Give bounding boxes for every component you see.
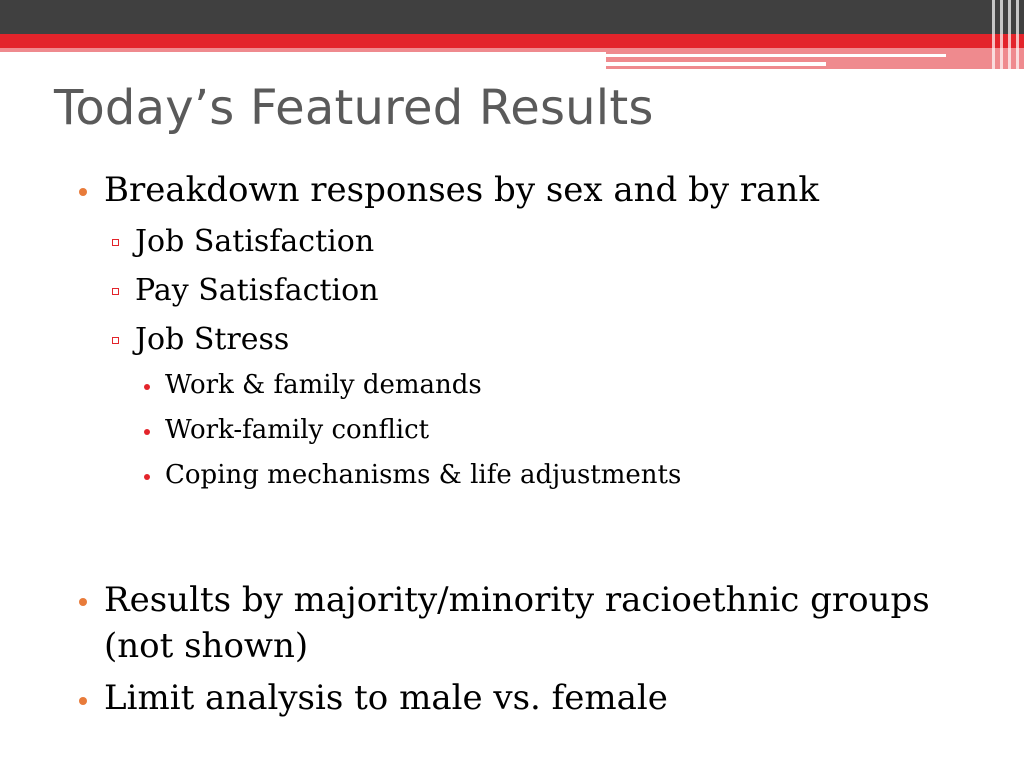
bullet-dot-icon <box>79 188 87 196</box>
bullet-item: Results by majority/minority racioethnic groups <box>104 580 930 620</box>
sub-sub-bullet-item: Work-family conflict <box>165 415 430 445</box>
bullet-dot-icon <box>79 697 87 705</box>
bullet-dot-icon <box>144 384 150 390</box>
bullet-square-icon <box>112 337 119 344</box>
slide-title: Today’s Featured Results <box>54 80 654 136</box>
bullet-square-icon <box>112 288 119 295</box>
bullet-square-icon <box>112 239 119 246</box>
bullet-item: Limit analysis to male vs. female <box>104 678 668 718</box>
bullet-item-continuation: (not shown) <box>104 626 309 666</box>
sub-bullet-item: Job Stress <box>135 322 290 357</box>
bullet-item: Breakdown responses by sex and by rank <box>104 170 819 210</box>
sub-sub-bullet-item: Work & family demands <box>165 370 482 400</box>
sub-sub-bullet-item: Coping mechanisms & life adjustments <box>165 460 682 490</box>
bullet-dot-icon <box>144 474 150 480</box>
bullet-dot-icon <box>144 429 150 435</box>
sub-bullet-item: Job Satisfaction <box>135 224 375 259</box>
sub-bullet-item: Pay Satisfaction <box>135 273 379 308</box>
bullet-dot-icon <box>79 598 87 606</box>
